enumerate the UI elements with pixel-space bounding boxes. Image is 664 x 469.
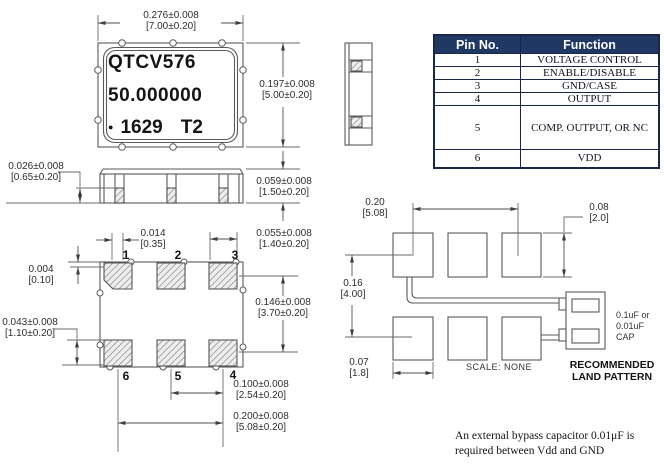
date-code: 1629 xyxy=(120,117,163,138)
pin-table-header-pin: Pin No. xyxy=(434,35,521,54)
dim-label-055: 0.055±0.008 [1.40±0.20] xyxy=(256,228,312,250)
pin-number-6: 6 xyxy=(122,369,130,383)
capacitor-label: 0.1uF or 0.01uF CAP xyxy=(616,310,650,342)
dim-label-100: 0.100±0.008 [2.54±0.20] xyxy=(233,379,289,401)
table-row: 6 VDD xyxy=(434,150,659,168)
frequency-marking: 50.000000 xyxy=(108,85,203,106)
capacitor-symbol xyxy=(559,292,605,349)
pin-number-1: 1 xyxy=(122,248,130,262)
lp-dim-label-007: 0.07 [1.8] xyxy=(349,357,369,379)
pin-number-5: 5 xyxy=(174,369,182,383)
pin-table-header-function: Function xyxy=(521,35,660,54)
pad-2 xyxy=(157,263,185,289)
package-bottom-view xyxy=(97,259,246,370)
dim-label-pad-height: 0.026±0.008 [0.65±0.20] xyxy=(8,161,64,183)
dim-label-200: 0.200±0.008 [5.08±0.20] xyxy=(233,411,289,433)
model-number: QTCV576 xyxy=(108,52,196,73)
pin-number-4: 4 xyxy=(229,368,237,382)
land-pattern xyxy=(393,233,541,360)
pin-table-header-row xyxy=(434,35,659,54)
pin-function-table xyxy=(433,34,660,169)
dim-label-height: 0.197±0.008 [5.00±0.20] xyxy=(249,79,325,101)
lot-code: T2 xyxy=(180,117,203,138)
lp-dim-label-008: 0.08 [2.0] xyxy=(589,202,609,224)
dim-label-width: 0.276±0.008 [7.00±0.20] xyxy=(143,10,199,32)
pad-6 xyxy=(104,340,132,366)
lp-dim-label-016: 0.16 [4.00] xyxy=(335,278,371,300)
table-row: 2 ENABLE/DISABLE xyxy=(434,67,659,80)
pin1-dot-marker: ● xyxy=(108,122,114,132)
dim-label-body-height: 0.059±0.008 [1.50±0.20] xyxy=(256,176,312,198)
dim-label-004: 0.004 [0.10] xyxy=(28,264,54,286)
scale-label: SCALE: NONE xyxy=(466,362,533,372)
lp-dim-label-020: 0.20 [5.08] xyxy=(362,197,388,219)
pin-number-2: 2 xyxy=(174,248,182,262)
table-row: 5 COMP. OUTPUT, OR NC xyxy=(434,106,659,150)
pin-number-3: 3 xyxy=(231,248,239,262)
land-pattern-title: RECOMMENDED LAND PATTERN xyxy=(569,359,655,383)
pad-5 xyxy=(157,340,185,366)
pad-3 xyxy=(209,263,237,289)
package-side-view xyxy=(345,43,372,145)
bypass-capacitor-note: An external bypass capacitor 0.01μF is required between Vdd and GND xyxy=(455,430,635,457)
dim-label-043: 0.043±0.008 [1.10±0.20] xyxy=(2,317,58,339)
package-front-view xyxy=(100,169,243,203)
pad-4 xyxy=(209,340,237,366)
dim-label-146: 0.146±0.008 [3.70±0.20] xyxy=(250,297,316,319)
package-marking xyxy=(108,52,203,139)
table-row: 4 OUTPUT xyxy=(434,93,659,106)
dim-label-014: 0.014 [0.35] xyxy=(140,228,166,250)
date-code-line xyxy=(108,117,203,139)
table-row: 1 VOLTAGE CONTROL xyxy=(434,54,659,67)
table-row: 3 GND/CASE xyxy=(434,80,659,93)
